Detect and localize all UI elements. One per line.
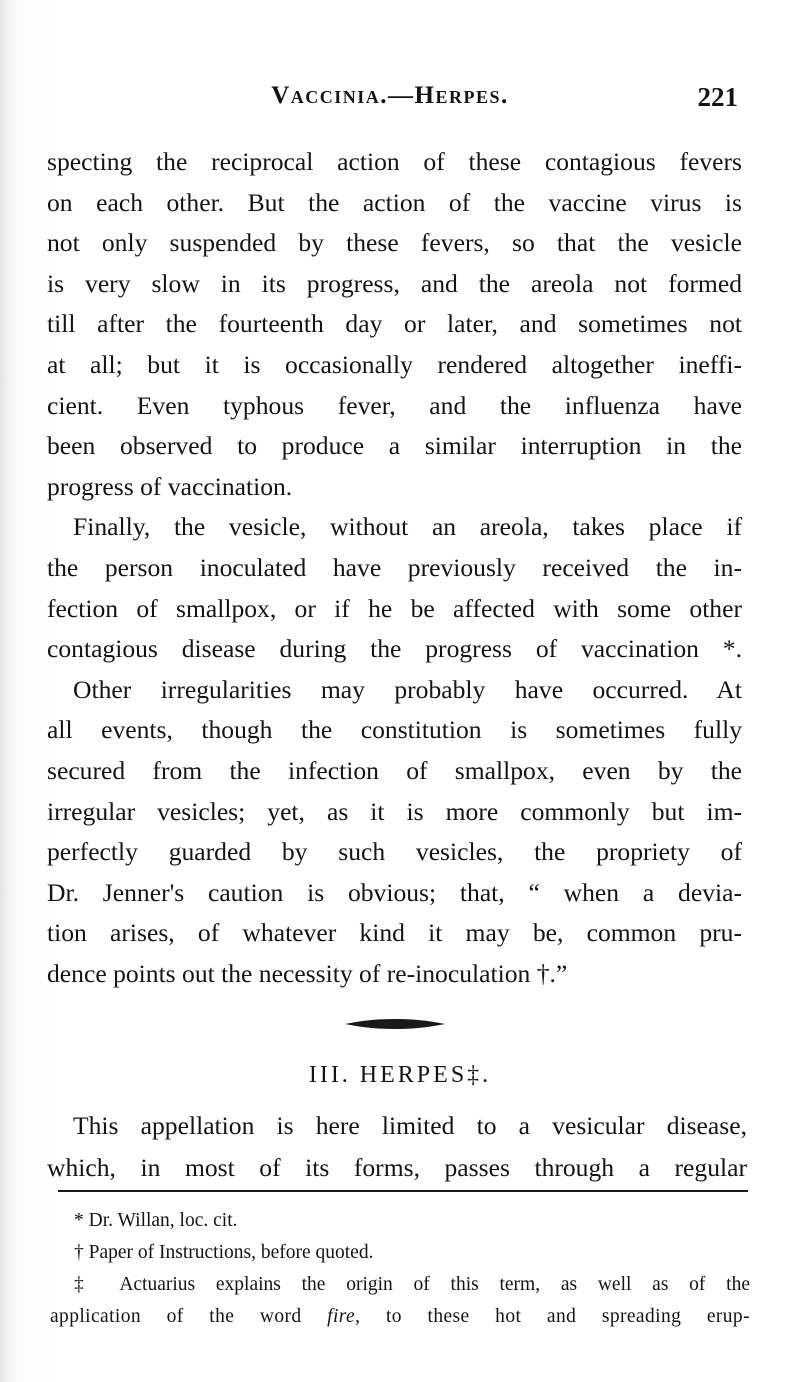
footnote-continuation [50,1301,750,1333]
page-header [40,82,740,122]
text-line: on each other. But the action of the vaccine virus is [47,187,742,217]
footnote-text: to these hot and spreading erup- [360,1306,750,1327]
section-heading: III. HERPES‡. [308,1062,492,1088]
text-line: which, in most of its forms, passes through a regular [47,1153,747,1182]
text-line: cient. Even typhous fever, and the influenza have [47,390,742,420]
text-line: Other irregularities may probably have occurred. At [73,674,742,704]
paragraph-2 [47,507,742,669]
footnote-rule [58,1190,748,1192]
text-line: is very slow in its progress, and the areola not formed [47,268,742,298]
text-line: progress of vaccination. [47,471,293,501]
text-line: all events, though the constitution is sometimes fully [47,715,742,745]
footnote-double-dagger: ‡ Actuarius explains the origin of this term, as well as of the [74,1274,750,1295]
footnote-italic-word: fire, [327,1306,361,1327]
text-line: irregular vesicles; yet, as it is more commonly but im- [47,796,742,826]
text-line: contagious disease during the progress of vaccination *. [47,634,742,664]
footnote-dagger: † Paper of Instructions, before quoted. [74,1242,374,1263]
paragraph-3 [47,670,742,995]
text-line: Dr. Jenner's caution is obvious; that, “ when a devia- [47,877,742,907]
body-text [47,142,742,994]
text-line: This appellation is here limited to a vesicular disease, [73,1111,747,1140]
section-divider-ornament [345,1017,445,1031]
text-line: not only suspended by these fevers, so that the vesicle [47,228,742,258]
text-line: at all; but it is occasionally rendered altogether ineffi- [47,349,742,379]
footnote-star: * Dr. Willan, loc. cit. [74,1210,238,1231]
text-line: dence points out the necessity of re-inoculation †.” [47,958,568,988]
text-line: till after the fourteenth day or later, and sometimes not [47,309,742,339]
page-number: 221 [697,82,738,112]
text-line: the person inoculated have previously received the in- [47,552,742,582]
text-line: Finally, the vesicle, without an areola, takes place if [73,512,742,542]
footnote-text: application of the word [50,1306,328,1327]
text-line: been observed to produce a similar interruption in the [47,431,742,461]
text-line: specting the reciprocal action of these contagious fevers [47,147,742,176]
text-line: perfectly guarded by such vesicles, the propriety of [47,837,742,867]
running-head: Vaccinia.—Herpes. [271,82,509,109]
text-line: tion arises, of whatever kind it may be, common pru- [47,918,742,948]
footnotes [50,1205,750,1333]
text-line: secured from the infection of smallpox, even by the [47,755,742,785]
text-line: fection of smallpox, or if he be affected with some other [47,593,742,623]
section-text [47,1105,747,1189]
paragraph-1 [47,142,742,507]
